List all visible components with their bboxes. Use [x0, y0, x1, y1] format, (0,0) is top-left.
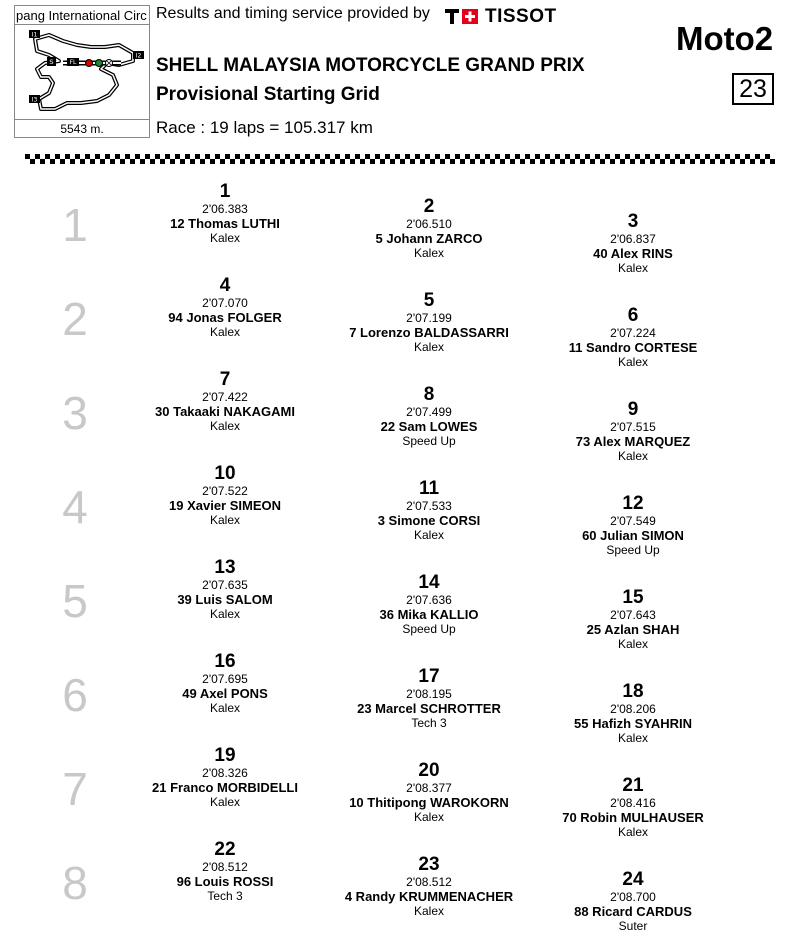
lap-time: 2'06.837	[610, 232, 656, 246]
lap-time: 2'08.512	[406, 875, 452, 889]
rider-name: 39 Luis SALOM	[177, 592, 273, 607]
grid-slot	[319, 855, 539, 918]
sponsor-name: TISSOT	[485, 6, 557, 27]
grid-row-number: 5	[62, 575, 88, 627]
grid-row-number: 2	[62, 293, 88, 345]
rider-name: 23 Marcel SCHROTTER	[357, 701, 501, 716]
team-name: Kalex	[413, 246, 445, 260]
lap-time: 2'07.549	[610, 514, 656, 528]
lap-time: 2'07.533	[406, 499, 452, 513]
team-name: Kalex	[209, 325, 241, 339]
map-label-start: S	[49, 58, 54, 66]
grid-position: 7	[219, 369, 231, 390]
team-name: Speed Up	[402, 622, 456, 636]
team-name: Tech 3	[207, 889, 243, 903]
rider-name: 55 Hafizh SYAHRIN	[574, 716, 692, 731]
team-name: Kalex	[413, 340, 445, 354]
grid-position: 18	[622, 681, 644, 702]
grid-slot	[115, 370, 335, 433]
grid-position: 6	[627, 305, 639, 326]
rider-name: 4 Randy KRUMMENACHER	[344, 889, 514, 904]
lap-time: 2'07.070	[202, 296, 248, 310]
grid-position: 23	[418, 854, 440, 875]
lap-time: 2'07.643	[610, 608, 656, 622]
tissot-logo-icon	[444, 6, 482, 26]
grid-slot	[523, 776, 743, 839]
team-name: Kalex	[209, 419, 241, 433]
lap-time: 2'08.700	[610, 890, 656, 904]
rider-name: 30 Takaaki NAKAGAMI	[155, 404, 295, 419]
team-name: Kalex	[617, 637, 649, 651]
rider-name: 7 Lorenzo BALDASSARRI	[349, 325, 509, 340]
lap-time: 2'07.499	[406, 405, 452, 419]
map-label-i2: I2	[135, 52, 142, 60]
grid-slot	[523, 212, 743, 275]
rider-name: 60 Julian SIMON	[582, 528, 684, 543]
team-name: Kalex	[617, 731, 649, 745]
rider-name: 25 Azlan SHAH	[586, 622, 680, 637]
grid-slot	[523, 494, 743, 557]
rider-name: 3 Simone CORSI	[377, 513, 481, 528]
grid-row-number: 8	[62, 857, 88, 909]
provider-text: Results and timing service provided by	[156, 5, 430, 22]
grid-position: 5	[423, 290, 435, 311]
rider-name: 73 Alex MARQUEZ	[575, 434, 691, 449]
grid-slot	[523, 870, 743, 933]
grid-slot	[319, 479, 539, 542]
circuit-length: 5543 m.	[14, 119, 150, 138]
team-name: Speed Up	[606, 543, 660, 557]
grid-slot	[523, 588, 743, 651]
grid-row-number: 6	[62, 669, 88, 721]
event-title: SHELL MALAYSIA MOTORCYCLE GRAND PRIX	[156, 55, 585, 76]
circuit-name: pang International Circ	[14, 5, 150, 25]
lap-time: 2'06.510	[406, 217, 452, 231]
grid-position: 14	[418, 572, 440, 593]
grid-row-number: 3	[62, 387, 88, 439]
grid-row-number: 1	[62, 199, 88, 251]
lap-time: 2'08.326	[202, 766, 248, 780]
circuit-map	[14, 24, 150, 120]
lap-time: 2'07.515	[610, 420, 656, 434]
rider-name: 22 Sam LOWES	[380, 419, 478, 434]
grid-slot	[523, 306, 743, 369]
grid-slot	[319, 197, 539, 260]
team-name: Kalex	[209, 795, 241, 809]
team-name: Tech 3	[411, 716, 447, 730]
grid-position: 4	[219, 275, 231, 296]
grid-position: 10	[214, 463, 236, 484]
grid-slot	[319, 573, 539, 636]
grid-row-number: 4	[62, 481, 88, 533]
grid-position: 11	[418, 478, 440, 499]
lap-time: 2'08.377	[406, 781, 452, 795]
lap-time: 2'07.199	[406, 311, 452, 325]
grid-position: 8	[423, 384, 435, 405]
rider-name: 19 Xavier SIMEON	[169, 498, 281, 513]
grid-slot	[115, 652, 335, 715]
grid-position: 1	[219, 181, 231, 202]
lap-time: 2'06.383	[202, 202, 248, 216]
team-name: Kalex	[617, 825, 649, 839]
document-title: Provisional Starting Grid	[156, 84, 380, 105]
lap-time: 2'07.635	[202, 578, 248, 592]
grid-position: 21	[622, 775, 644, 796]
grid-position: 22	[214, 839, 236, 860]
rider-name: 36 Mika KALLIO	[379, 607, 479, 622]
team-name: Kalex	[209, 231, 241, 245]
grid-position: 16	[214, 651, 236, 672]
team-name: Kalex	[413, 810, 445, 824]
lap-time: 2'07.422	[202, 390, 248, 404]
rider-name: 5 Johann ZARCO	[375, 231, 483, 246]
map-label-i1: I1	[31, 31, 38, 39]
lap-time: 2'08.512	[202, 860, 248, 874]
grid-slot	[115, 746, 335, 809]
grid-slot	[115, 840, 335, 903]
team-name: Suter	[618, 919, 648, 933]
page-number: 23	[732, 73, 774, 105]
rider-name: 88 Ricard CARDUS	[574, 904, 692, 919]
team-name: Kalex	[209, 701, 241, 715]
rider-name: 10 Thitipong WAROKORN	[349, 795, 509, 810]
grid-position: 12	[622, 493, 644, 514]
rider-name: 49 Axel PONS	[182, 686, 268, 701]
grid-position: 2	[423, 196, 435, 217]
rider-name: 11 Sandro CORTESE	[568, 340, 698, 355]
grid-slot	[115, 182, 335, 245]
grid-position: 24	[622, 869, 644, 890]
grid-position: 19	[214, 745, 236, 766]
checkered-flag-divider	[25, 154, 775, 164]
grid-position: 3	[627, 211, 639, 232]
grid-slot	[523, 682, 743, 745]
grid-slot	[115, 558, 335, 621]
grid-slot	[319, 761, 539, 824]
grid-position: 13	[214, 557, 236, 578]
rider-name: 96 Louis ROSSI	[176, 874, 274, 889]
grid-row-number: 7	[62, 763, 88, 815]
race-info: Race : 19 laps = 105.317 km	[156, 118, 373, 137]
rider-name: 40 Alex RINS	[593, 246, 673, 261]
track-layout-icon	[15, 25, 149, 119]
grid-slot	[319, 385, 539, 448]
grid-slot	[115, 276, 335, 339]
lap-time: 2'08.195	[406, 687, 452, 701]
rider-name: 94 Jonas FOLGER	[168, 310, 282, 325]
rider-name: 12 Thomas LUTHI	[170, 216, 280, 231]
lap-time: 2'08.416	[610, 796, 656, 810]
grid-position: 20	[418, 760, 440, 781]
team-name: Speed Up	[402, 434, 456, 448]
team-name: Kalex	[617, 449, 649, 463]
rider-name: 70 Robin MULHAUSER	[562, 810, 704, 825]
rider-name: 21 Franco MORBIDELLI	[152, 780, 298, 795]
map-label-i3: I3	[31, 96, 38, 104]
grid-slot	[319, 291, 539, 354]
team-name: Kalex	[617, 261, 649, 275]
category-title: Moto2	[676, 20, 774, 57]
lap-time: 2'07.224	[610, 326, 656, 340]
grid-slot	[523, 400, 743, 463]
grid-position: 17	[418, 666, 440, 687]
grid-position: 9	[627, 399, 639, 420]
team-name: Kalex	[617, 355, 649, 369]
lap-time: 2'07.522	[202, 484, 248, 498]
lap-time: 2'07.636	[406, 593, 452, 607]
map-label-finish-line: FL	[69, 59, 77, 66]
team-name: Kalex	[209, 607, 241, 621]
team-name: Kalex	[209, 513, 241, 527]
grid-slot	[115, 464, 335, 527]
team-name: Kalex	[413, 528, 445, 542]
grid-position: 15	[622, 587, 644, 608]
lap-time: 2'08.206	[610, 702, 656, 716]
grid-slot	[319, 667, 539, 730]
lap-time: 2'07.695	[202, 672, 248, 686]
team-name: Kalex	[413, 904, 445, 918]
